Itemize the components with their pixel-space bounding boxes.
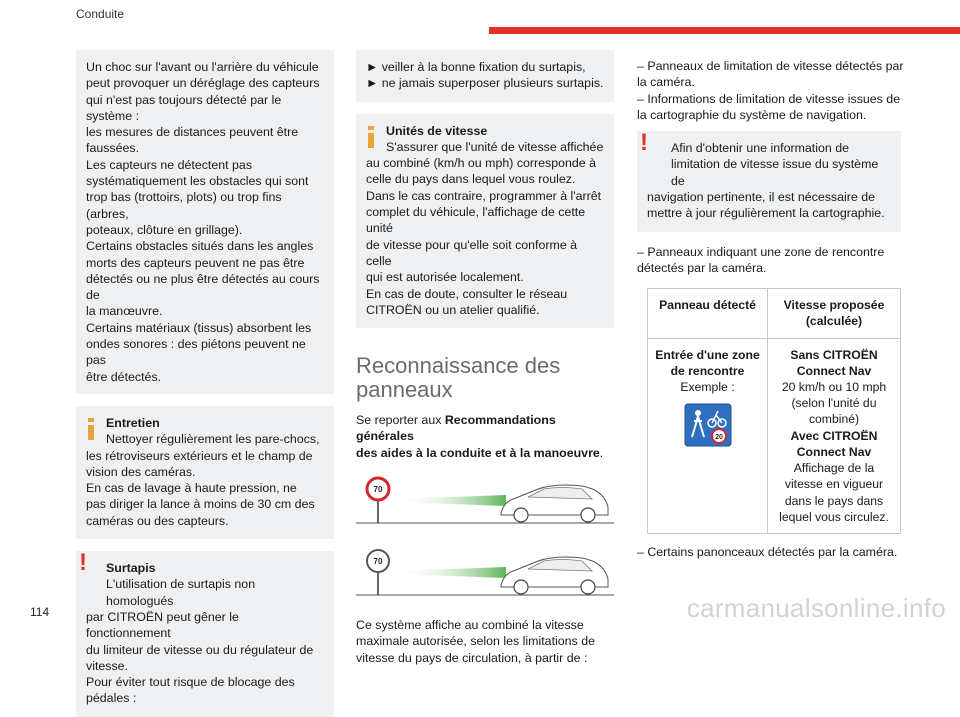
- cell-bold: Connect Nav: [796, 444, 872, 459]
- camera-detection-svg: [356, 475, 614, 533]
- note-line: qui est autorisée localement.: [366, 270, 524, 285]
- list-line: – Certains panonceaux détectés par la caméra.: [637, 544, 898, 559]
- camera-beam: [396, 567, 506, 578]
- cell-text: Affichage de la: [793, 461, 875, 476]
- zone-speed-value: 20: [714, 434, 723, 442]
- cell-text: combiné): [808, 412, 860, 427]
- navigation-warning: [637, 131, 901, 231]
- sources-list-top: [637, 58, 905, 123]
- watermark: carmanualsonline.info: [686, 593, 946, 623]
- intro-line: faussées.: [86, 141, 140, 156]
- intro-line: les mesures de distances peuvent être: [86, 125, 299, 140]
- cell-text: lequel vous circulez.: [779, 509, 889, 524]
- car-wheel: [514, 508, 528, 522]
- table-header-text: (calculée): [805, 314, 863, 329]
- note-line: les rétroviseurs extérieurs et le champ de: [86, 448, 313, 463]
- intro-line: être détectés.: [86, 369, 162, 384]
- ref-prefix: Se reporter aux: [356, 413, 445, 428]
- zone-rencontre-sign-icon: [684, 403, 732, 447]
- list-line: – Panneaux de limitation de vitesse détectés par: [637, 59, 904, 73]
- intro-line: la manœuvre.: [86, 304, 163, 319]
- system-description: [356, 617, 614, 666]
- ref-suffix: .: [599, 445, 604, 460]
- table-header-row: [648, 289, 901, 338]
- note-line: caméras ou des capteurs.: [86, 513, 229, 528]
- note-line: pédales :: [86, 691, 137, 706]
- list-line: détectés par la caméra.: [637, 260, 767, 275]
- note-line: de vitesse pour qu'elle soit conforme à celle: [366, 237, 578, 268]
- intro-line: Certains obstacles situés dans les angles: [86, 239, 314, 254]
- intro-line: Certains matériaux (tissus) absorbent les: [86, 320, 312, 335]
- cell-bold: Sans CITROËN: [790, 347, 878, 362]
- ref-bold: des aides à la conduite et à la manoeuvre: [356, 445, 600, 460]
- zone-table: [647, 288, 901, 534]
- note-title: Entretien: [106, 415, 160, 430]
- camera-beam: [396, 495, 506, 506]
- table-header: [648, 289, 768, 338]
- cell-text: Exemple :: [680, 380, 735, 395]
- reference-text: [356, 412, 614, 461]
- cell-bold: de rencontre: [670, 363, 745, 378]
- list-line: la cartographie du système de navigation.: [637, 107, 867, 122]
- note-line: En cas de lavage à haute pression, ne: [86, 481, 297, 496]
- car-wheel: [581, 580, 595, 594]
- list-line: la caméra.: [637, 75, 695, 90]
- cell-bold: Avec CITROËN: [790, 428, 878, 443]
- note-line: En cas de doute, consulter le réseau: [366, 286, 568, 301]
- note-line: limitation de vitesse issue du système de: [671, 157, 879, 188]
- cell-text: vitesse en vigueur: [784, 477, 884, 492]
- note-line: Pour éviter tout risque de blocage des: [86, 675, 295, 690]
- bullet-item: ► ne jamais superposer plusieurs surtapis.: [366, 76, 604, 91]
- table-row: [648, 338, 901, 533]
- list-line: – Panneaux indiquant une zone de rencontre: [637, 244, 885, 259]
- intro-line: détectés ou ne plus être détectés au cours de: [86, 271, 320, 303]
- desc-line: Ce système affiche au combiné la vitesse: [356, 618, 584, 633]
- intro-line: peut provoquer un déréglage des capteurs: [86, 76, 320, 91]
- pedestrian-head: [695, 410, 701, 416]
- note-title: Unités de vitesse: [386, 123, 488, 138]
- note-line: pas diriger la lance à moins de 30 cm des: [86, 497, 315, 512]
- intro-line: systématiquement les obstacles qui sont: [86, 174, 309, 189]
- desc-line: maximale autorisée, selon les limitations de: [356, 634, 595, 649]
- intro-line: Les capteurs ne détectent pas: [86, 157, 253, 172]
- column-2: [356, 50, 614, 666]
- desc-line: vitesse du pays de circulation, à partir de :: [356, 650, 588, 665]
- cell-bold: Connect Nav: [796, 363, 872, 378]
- column-1: [76, 50, 334, 717]
- note-line: complet du véhicule, l'affichage de cette unité: [366, 205, 586, 236]
- table-header: [768, 289, 901, 338]
- note-line: L'utilisation de surtapis non homologués: [106, 577, 256, 608]
- cell-bold: Entrée d'une zone: [655, 347, 760, 362]
- note-title: Surtapis: [106, 561, 156, 576]
- surtapis-bullets: [356, 50, 614, 102]
- intro-line: ondes sonores : des piétons peuvent ne pas: [86, 337, 306, 368]
- note-line: mettre à jour régulièrement la cartographie.: [647, 206, 885, 221]
- intro-line: qui n'est pas toujours détecté par le système :: [86, 92, 282, 123]
- warning-icon: !: [640, 129, 648, 157]
- ref-bold: Recommandations générales: [356, 413, 556, 444]
- intro-line: morts des capteurs peuvent ne pas être: [86, 255, 305, 270]
- table-header-text: Panneau détecté: [659, 298, 756, 313]
- camera-detection-illustration: [356, 547, 614, 605]
- sensor-limits-box: [76, 50, 334, 394]
- table-header-text: Vitesse proposée: [783, 298, 885, 313]
- surtapis-warning: [76, 551, 334, 717]
- info-icon: [88, 418, 94, 440]
- warning-icon: !: [79, 549, 87, 577]
- note-line: vitesse.: [86, 658, 129, 673]
- intro-line: poteaux, clôture en grillage).: [86, 222, 243, 237]
- header-accent-bar: [489, 27, 960, 34]
- page-number: 114: [30, 605, 50, 619]
- note-line: S'assurer que l'unité de vitesse affichée: [386, 139, 604, 154]
- car-wheel: [514, 580, 528, 594]
- section-title-line: Reconnaissance des: [356, 353, 561, 379]
- table-cell-sign: [648, 338, 768, 533]
- list-line: – Informations de limitation de vitesse issues de: [637, 91, 901, 106]
- cell-text: 20 km/h ou 10 mph: [781, 380, 887, 395]
- speed-sign-value: 70: [373, 557, 383, 567]
- note-line: CITROËN ou un atelier qualifié.: [366, 302, 540, 317]
- intro-line: trop bas (trottoirs, plots) ou trop fins (arbres,: [86, 190, 282, 221]
- header-title: Conduite: [76, 7, 125, 21]
- section-title-line: panneaux: [356, 377, 453, 403]
- sources-list-mid: [637, 244, 905, 277]
- section-title: [356, 354, 614, 402]
- camera-detection-svg: [356, 547, 614, 605]
- note-line: Dans le cas contraire, programmer à l'arrêt: [366, 188, 602, 203]
- car-wheel: [581, 508, 595, 522]
- cell-text: dans le pays dans: [784, 493, 884, 508]
- sources-list-bottom: [637, 544, 905, 560]
- table-cell-speed: [768, 338, 901, 533]
- note-line: Nettoyer régulièrement les pare-chocs,: [106, 432, 320, 447]
- note-line: vision des caméras.: [86, 464, 196, 479]
- cell-text: (selon l'unité du: [791, 396, 877, 411]
- speed-sign-value: 70: [373, 485, 383, 495]
- column-3: [637, 58, 905, 560]
- note-line: au combiné (km/h ou mph) corresponde à: [366, 156, 597, 171]
- camera-detection-illustration: [356, 475, 614, 533]
- entretien-note: [76, 406, 334, 539]
- note-line: Afin d'obtenir une information de: [671, 141, 850, 156]
- note-line: par CITROËN peut gêner le fonctionnement: [86, 609, 239, 641]
- note-line: celle du pays dans lequel vous roulez.: [366, 172, 576, 187]
- info-icon: [368, 126, 374, 148]
- note-line: du limiteur de vitesse ou du régulateur de: [86, 642, 314, 657]
- bullet-item: ► veiller à la bonne fixation du surtapis,: [366, 60, 586, 74]
- intro-line: Un choc sur l'avant ou l'arrière du véhicule: [86, 60, 319, 74]
- unites-note: [356, 114, 614, 329]
- note-line: navigation pertinente, il est nécessaire de: [647, 190, 875, 205]
